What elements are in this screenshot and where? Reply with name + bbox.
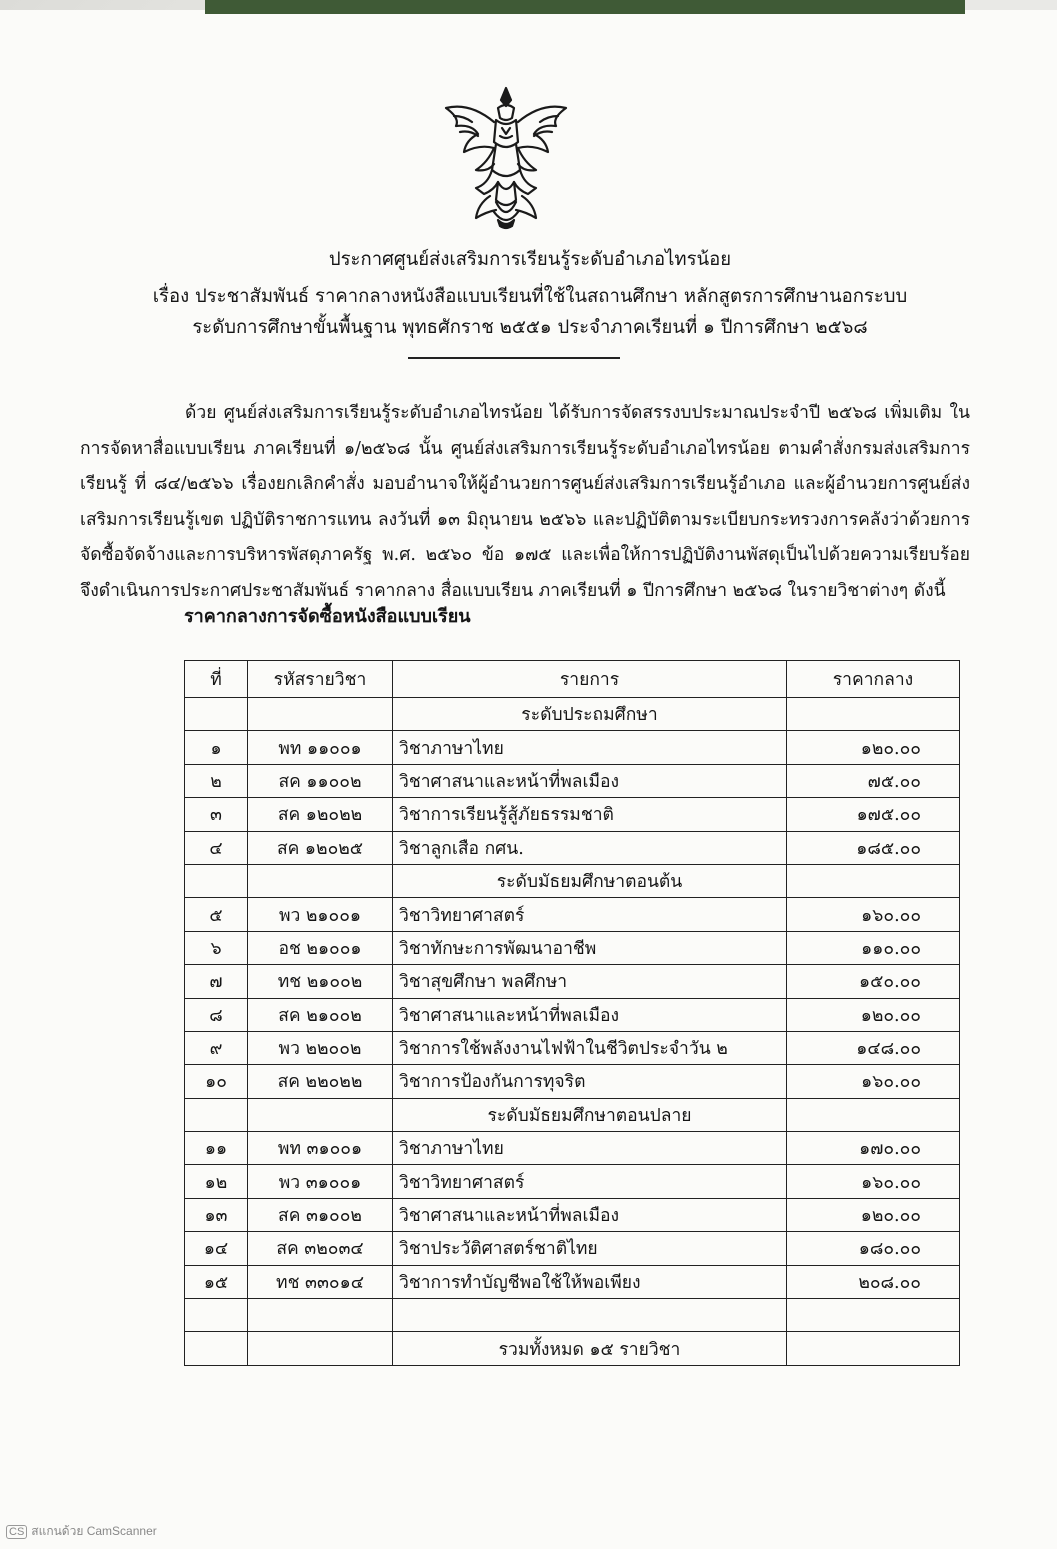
median-price: ๑๖๐.๐๐	[787, 1165, 960, 1198]
row-number: ๑๔	[185, 1232, 248, 1265]
table-heading: ราคากลางการจัดซื้อหนังสือแบบเรียน	[184, 606, 471, 627]
table-row	[185, 1132, 960, 1165]
level-label: ระดับประถมศึกษา	[393, 698, 787, 731]
table-row	[185, 931, 960, 964]
empty-cell	[185, 1299, 248, 1332]
table-row	[185, 1031, 960, 1064]
subject-name: วิชาการป้องกันการทุจริต	[393, 1065, 787, 1098]
table-row	[185, 965, 960, 998]
subject-name: วิชาภาษาไทย	[393, 731, 787, 764]
row-number: ๑๐	[185, 1065, 248, 1098]
subject-name: วิชาศาสนาและหน้าที่พลเมือง	[393, 998, 787, 1031]
row-number: ๑๓	[185, 1198, 248, 1231]
subject-name: วิชาสุขศึกษา พลศึกษา	[393, 965, 787, 998]
median-price: ๑๖๐.๐๐	[787, 1065, 960, 1098]
subject-name: วิชาการใช้พลังงานไฟฟ้าในชีวิตประจำวัน ๒	[393, 1031, 787, 1064]
subject-name: วิชาวิทยาศาสตร์	[393, 898, 787, 931]
median-price: ๑๒๐.๐๐	[787, 731, 960, 764]
subject-name: วิชาวิทยาศาสตร์	[393, 1165, 787, 1198]
empty-cell	[248, 1299, 393, 1332]
row-number: ๘	[185, 998, 248, 1031]
table-row	[185, 1065, 960, 1098]
subject-code: ทช ๒๑๐๐๒	[248, 965, 393, 998]
subject-name: วิชาประวัติศาสตร์ชาติไทย	[393, 1232, 787, 1265]
table-row	[185, 1198, 960, 1231]
empty-cell	[185, 1332, 248, 1365]
table-row	[185, 764, 960, 797]
level-row	[185, 698, 960, 731]
empty-cell	[185, 1098, 248, 1131]
row-number: ๑๑	[185, 1132, 248, 1165]
subject-code: สค ๑๑๐๐๒	[248, 764, 393, 797]
header-item: รายการ	[393, 661, 787, 698]
subject-code: สค ๒๑๐๐๒	[248, 998, 393, 1031]
folder-edge	[205, 0, 965, 14]
median-price: ๑๘๐.๐๐	[787, 1232, 960, 1265]
subject-name: วิชาการทำบัญชีพอใช้ให้พอเพียง	[393, 1265, 787, 1298]
camscanner-watermark	[6, 1522, 157, 1541]
table-row	[185, 731, 960, 764]
table-row	[185, 998, 960, 1031]
level-label: ระดับมัธยมศึกษาตอนปลาย	[393, 1098, 787, 1131]
subject-name: วิชาศาสนาและหน้าที่พลเมือง	[393, 1198, 787, 1231]
median-price: ๑๘๕.๐๐	[787, 831, 960, 864]
blank-row	[185, 1299, 960, 1332]
table-row	[185, 798, 960, 831]
row-number: ๗	[185, 965, 248, 998]
table-row	[185, 1265, 960, 1298]
empty-cell	[248, 1332, 393, 1365]
announcement-body: ด้วย ศูนย์ส่งเสริมการเรียนรู้ระดับอำเภอไทรน้อย ได้รับการจัดสรรงบประมาณประจำปี ๒๕๖๘ เพิ่มเติม ในการจัดหาสื่อแบบเรียน ภาคเรียนที่ ๑/๒๕๖๘ นั้น ศูนย์ส่งเสริมการเรียนรู้ระดับอำเภอไทรน้อย ตามคำสั่งกรมส่งเสริมการเรียนรู้ ที่ ๘๔/๒๕๖๖ เรื่องยกเลิกคำสั่ง มอบอำนาจให้ผู้อำนวยการศูนย์ส่งเสริมการเรียนรู้อำเภอ และผู้อำนวยการศูนย์ส่งเสริมการเรียนรู้เขต ปฏิบัติราชการแทน ลงวันที่ ๑๓ มิถุนายน ๒๕๖๖ และปฏิบัติตามระเบียบกระทรวงการคลังว่าด้วยการจัดซื้อจัดจ้างและการบริหารพัสดุภาครัฐ พ.ศ. ๒๕๖๐ ข้อ ๑๗๕ และเพื่อให้การปฏิบัติงานพัสดุเป็นไปด้วยความเรียบร้อย จึงดำเนินการประกาศประชาสัมพันธ์ ราคากลาง สื่อแบบเรียน ภาคเรียนที่ ๑ ปีการศึกษา ๒๕๖๘ ในรายวิชาต่างๆ ดังนี้	[80, 403, 970, 601]
header-divider	[408, 357, 620, 359]
announcement-title: ประกาศศูนย์ส่งเสริมการเรียนรู้ระดับอำเภอไทรน้อย	[328, 249, 732, 270]
level-row	[185, 864, 960, 897]
empty-cell	[787, 698, 960, 731]
table-row	[185, 1232, 960, 1265]
subject-name: วิชาภาษาไทย	[393, 1132, 787, 1165]
header-price: ราคากลาง	[787, 661, 960, 698]
median-price: ๒๐๘.๐๐	[787, 1265, 960, 1298]
median-price: ๑๑๐.๐๐	[787, 931, 960, 964]
row-number: ๒	[185, 764, 248, 797]
empty-cell	[787, 1332, 960, 1365]
subject-code: พว ๒๑๐๐๑	[248, 898, 393, 931]
subject-code: สค ๓๑๐๐๒	[248, 1198, 393, 1231]
row-number: ๙	[185, 1031, 248, 1064]
subject-code: พท ๓๑๐๐๑	[248, 1132, 393, 1165]
row-number: ๕	[185, 898, 248, 931]
announcement-scope: ระดับการศึกษาขั้นพื้นฐาน พุทธศักราช ๒๕๕๑ ประจำภาคเรียนที่ ๑ ปีการศึกษา ๒๕๖๘	[192, 317, 868, 338]
header-code: รหัสรายวิชา	[248, 661, 393, 698]
table-row	[185, 831, 960, 864]
camscanner-logo-icon: CS	[6, 1525, 27, 1539]
empty-cell	[393, 1299, 787, 1332]
garuda-emblem-icon	[436, 82, 576, 230]
row-number: ๑๕	[185, 1265, 248, 1298]
median-price: ๑๔๘.๐๐	[787, 1031, 960, 1064]
row-number: ๑๒	[185, 1165, 248, 1198]
median-price: ๑๖๐.๐๐	[787, 898, 960, 931]
subject-name: วิชาการเรียนรู้สู้ภัยธรรมชาติ	[393, 798, 787, 831]
table-header-row	[185, 661, 960, 698]
subject-code: สค ๑๒๐๒๒	[248, 798, 393, 831]
subject-code: อช ๒๑๐๐๑	[248, 931, 393, 964]
empty-cell	[185, 698, 248, 731]
subject-code: สค ๑๒๐๒๕	[248, 831, 393, 864]
median-price: ๑๒๐.๐๐	[787, 1198, 960, 1231]
subject-code: พท ๑๑๐๐๑	[248, 731, 393, 764]
empty-cell	[787, 1098, 960, 1131]
median-price: ๑๒๐.๐๐	[787, 998, 960, 1031]
row-number: ๓	[185, 798, 248, 831]
watermark-text: สแกนด้วย CamScanner	[31, 1524, 157, 1538]
median-price: ๗๕.๐๐	[787, 764, 960, 797]
subject-code: ทช ๓๓๐๑๔	[248, 1265, 393, 1298]
announcement-subject: เรื่อง ประชาสัมพันธ์ ราคากลางหนังสือแบบเรียนที่ใช้ในสถานศึกษา หลักสูตรการศึกษานอกระบบ	[152, 286, 908, 307]
median-price: ๑๕๐.๐๐	[787, 965, 960, 998]
row-number: ๔	[185, 831, 248, 864]
median-price: ๑๗๐.๐๐	[787, 1132, 960, 1165]
total-row	[185, 1332, 960, 1365]
table-row	[185, 1165, 960, 1198]
empty-cell	[248, 1098, 393, 1131]
table-row	[185, 898, 960, 931]
level-row	[185, 1098, 960, 1131]
median-price: ๑๗๕.๐๐	[787, 798, 960, 831]
subject-name: วิชาศาสนาและหน้าที่พลเมือง	[393, 764, 787, 797]
level-label: ระดับมัธยมศึกษาตอนต้น	[393, 864, 787, 897]
empty-cell	[787, 864, 960, 897]
subject-code: พว ๒๒๐๐๒	[248, 1031, 393, 1064]
empty-cell	[248, 864, 393, 897]
row-number: ๖	[185, 931, 248, 964]
empty-cell	[787, 1299, 960, 1332]
total-label: รวมทั้งหมด ๑๕ รายวิชา	[393, 1332, 787, 1365]
subject-name: วิชาทักษะการพัฒนาอาชีพ	[393, 931, 787, 964]
subject-code: สค ๓๒๐๓๔	[248, 1232, 393, 1265]
header-no: ที่	[185, 661, 248, 698]
row-number: ๑	[185, 731, 248, 764]
subject-code: สค ๒๒๐๒๒	[248, 1065, 393, 1098]
price-table	[184, 660, 960, 1366]
empty-cell	[248, 698, 393, 731]
empty-cell	[185, 864, 248, 897]
subject-code: พว ๓๑๐๐๑	[248, 1165, 393, 1198]
subject-name: วิชาลูกเสือ กศน.	[393, 831, 787, 864]
